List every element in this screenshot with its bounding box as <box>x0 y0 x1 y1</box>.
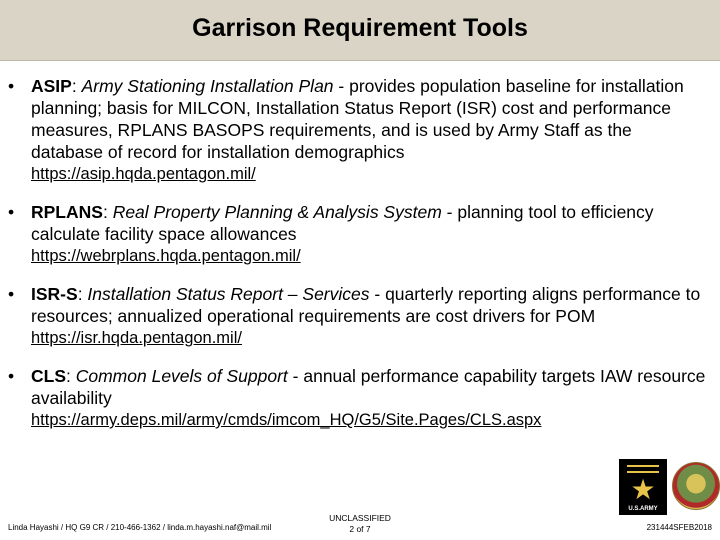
bullet-dot: • <box>8 202 15 222</box>
title-bar <box>0 0 720 61</box>
bullet-dot: • <box>8 366 15 386</box>
bullet-list <box>8 75 708 447</box>
bullet-rplans: • RPLANS: Real Property Planning & Analysis System - planning tool to efficiency calculate facility space allowances https://webrplans.hqda.pentagon.mil/ <box>8 201 708 267</box>
bullet-asip: • ASIP: Army Stationing Installation Plan - provides population baseline for installation planning; basis for MILCON, Installation Status Report (ISR) cost and performance measures, RPLANS BASOPS requirements, and is used by Army Staff as the database of record for installation demographics https://asip.hqda.pentagon.mil/ <box>8 75 708 185</box>
footer-contact: Linda Hayashi / HQ G9 CR / 210-466-1362 / linda.m.hayashi.naf@mail.mil <box>8 523 272 532</box>
tool-description: - provides population baseline for installation planning; basis for MILCON, Installation Status Report (ISR) cost and performance measures, RPLANS BASOPS requirements, and is used by Army Staff as the database of record for installation demographics <box>31 76 684 162</box>
cls-link[interactable]: https://army.deps.mil/army/cmds/imcom_HQ/G5/Site.Pages/CLS.aspx <box>31 411 542 429</box>
tool-description: - quarterly reporting aligns performance to resources; annualized operational requirements are cost drivers for POM <box>31 284 701 326</box>
tool-name: ASIP <box>31 76 72 96</box>
tool-name: CLS <box>31 366 66 386</box>
imcom-seal-icon <box>672 462 720 510</box>
tool-full-name: Common Levels of Support <box>75 366 288 386</box>
page-number: 2 of 7 <box>349 524 371 534</box>
isr-link[interactable]: https://isr.hqda.pentagon.mil/ <box>31 329 242 347</box>
tool-full-name: Installation Status Report – Services <box>87 284 370 304</box>
tool-description: - annual performance capability targets IAW resource availability <box>31 366 706 408</box>
star-icon: ★ <box>630 474 656 505</box>
bullet-dot: • <box>8 76 15 96</box>
logo-wordmark: U.S.ARMY <box>628 506 658 512</box>
asip-link[interactable]: https://asip.hqda.pentagon.mil/ <box>31 165 256 183</box>
footer-dtg: 231444SFEB2018 <box>646 523 712 532</box>
bullet-cls: • CLS: Common Levels of Support - annual performance capability targets IAW resource availability https://army.deps.mil/army/cmds/imcom_HQ/G5/Site.Pages/CLS.aspx <box>8 365 708 431</box>
rplans-link[interactable]: https://webrplans.hqda.pentagon.mil/ <box>31 247 301 265</box>
slide-title: Garrison Requirement Tools <box>192 14 528 42</box>
tool-name: ISR-S <box>31 284 78 304</box>
footer-classification <box>320 513 400 535</box>
tool-full-name: Real Property Planning & Analysis System <box>112 202 442 222</box>
tool-description: - planning tool to efficiency calculate facility space allowances <box>31 202 654 244</box>
tool-name: RPLANS <box>31 202 103 222</box>
bullet-dot: • <box>8 284 15 304</box>
classification-label: UNCLASSIFIED <box>329 513 391 523</box>
logo-frame <box>627 465 659 473</box>
army-logo-icon <box>619 459 667 515</box>
tool-full-name: Army Stationing Installation Plan <box>81 76 334 96</box>
bullet-isr-s: • ISR-S: Installation Status Report – Services - quarterly reporting aligns performance to resources; annualized operational requirements are cost drivers for POM https://isr.hqda.pentagon.mil/ <box>8 283 708 349</box>
